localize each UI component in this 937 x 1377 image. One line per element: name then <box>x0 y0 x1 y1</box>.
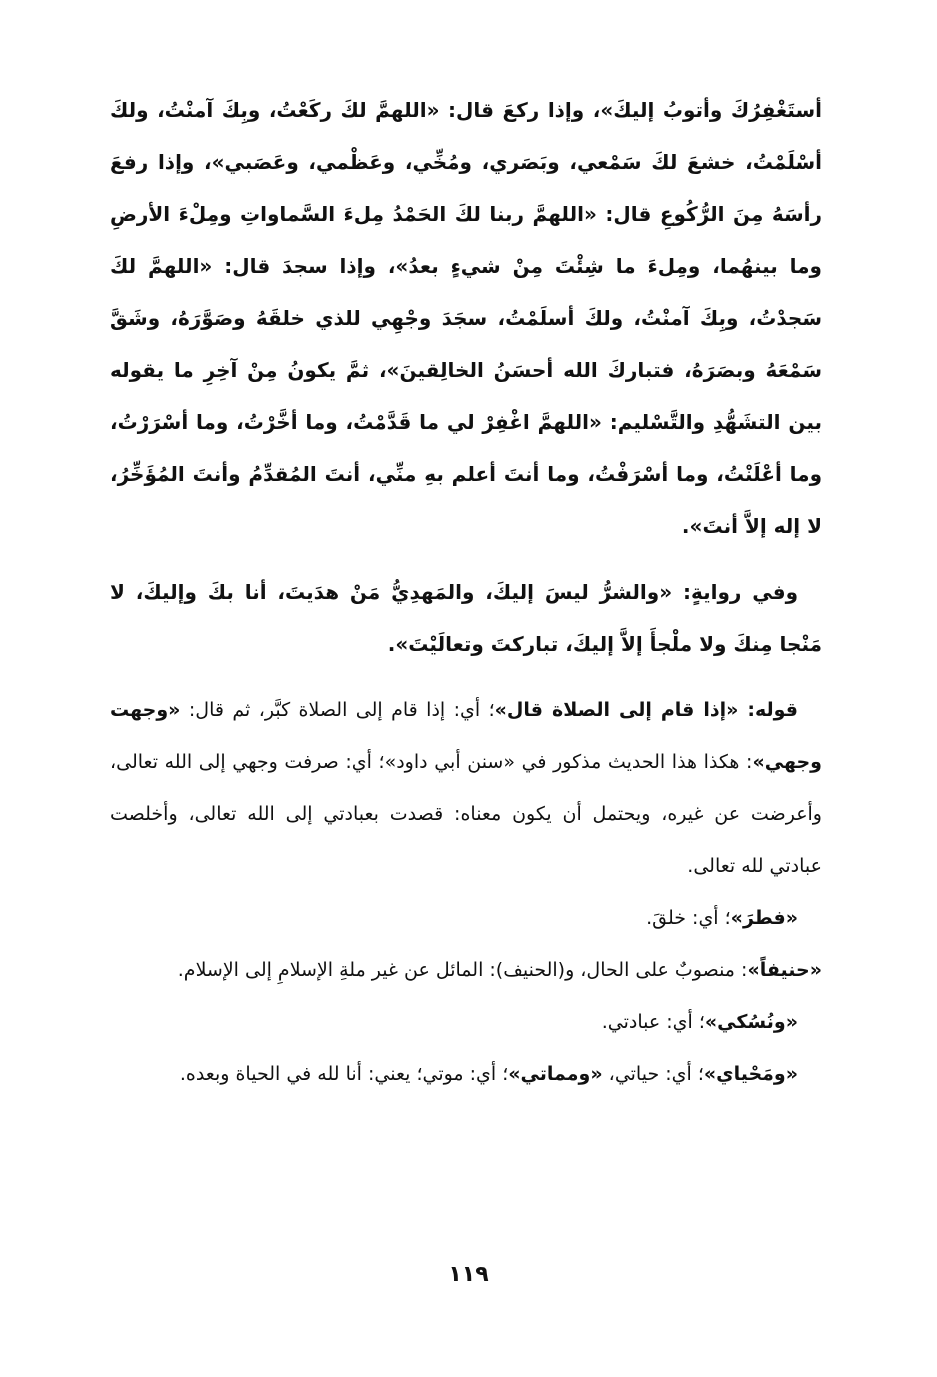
commentary-text: ؛ أي: عبادتي. <box>601 1011 705 1033</box>
page-body <box>110 84 822 1100</box>
commentary-label: «حنيفاً» <box>747 959 822 981</box>
commentary-label: «فطرَ» <box>730 907 798 929</box>
commentary-paragraph-5 <box>110 1048 822 1100</box>
commentary-paragraph-1 <box>110 684 822 892</box>
hadith-paragraph-1: أستَغْفِرُكَ وأتوبُ إليكَ»، وإذا ركعَ قال: «اللهمَّ لكَ ركَعْتُ، وبِكَ آمنْتُ، ولكَ أسْلَمْتُ، خشعَ لكَ سَمْعي، وبَصَري، ومُخِّي، وعَظْمي، وعَصَبي»، وإذا رفعَ رأسَهُ مِنَ الرُّكُوعِ قال: «اللهمَّ ربنا لكَ الحَمْدُ مِلءَ السَّماواتِ ومِلْءَ الأرضِ وما بينهُما، ومِلءَ ما شِئْتَ مِنْ شيءٍ بعدُ»، وإذا سجدَ قال: «اللهمَّ لكَ سَجدْتُ، وبِكَ آمنْتُ، ولكَ أسلَمْتُ، سجَدَ وجْهِي للذي خلقَهُ وصَوَّرَهُ، وشَقَّ سَمْعَهُ وبصَرَهُ، فتباركَ الله أحسَنُ الخالِقينَ»، ثمَّ يكونُ مِنْ آخِرِ ما يقوله بين التشَهُّدِ والتَّسْليم: «اللهمَّ اغْفِرْ لي ما قَدَّمْتُ، وما أخَّرْتُ، وما أسْرَرْتُ، وما أعْلَنْتُ، وما أسْرَفْتُ، وما أنتَ أعلم بهِ منِّي، أنتَ المُقدِّمُ وأنتَ المُؤَخِّرُ، لا إله إلاَّ أنتَ». <box>110 98 822 538</box>
commentary-label: «ومَحْياي» <box>703 1063 798 1085</box>
commentary-text: : هكذا هذا الحديث مذكور في «سنن أبي داود»؛ أي: صرفت وجهي إلى الله تعالى، وأعرضت عن غيره، ويحتمل أن يكون معناه: قصدت بعبادتي إلى الله تعالى، وأخلصت عبادتي لله تعالى. <box>110 751 822 877</box>
page-number: ١١٩ <box>448 1262 489 1287</box>
commentary-paragraph-4 <box>110 996 822 1048</box>
commentary-text: ؛ أي: إذا قام إلى الصلاة كبَّر، ثم قال: <box>180 699 495 721</box>
commentary-text: ؛ أي: خلقَ. <box>646 907 731 929</box>
commentary-paragraph-2 <box>110 892 822 944</box>
commentary-label: «ونُسُكي» <box>704 1011 798 1033</box>
commentary-label: قوله: «إذا قام إلى الصلاة قال» <box>494 699 799 721</box>
hadith-paragraph-2: وفي روايةٍ: «والشرُّ ليسَ إليكَ، والمَهدِيُّ مَنْ هدَيتَ، أنا بكَ وإليكَ، لا مَنْجا مِنكَ ولا ملْجأَ إلاَّ إليكَ، تباركتَ وتعالَيْتَ». <box>110 580 822 656</box>
commentary-text: ؛ أي: موتي؛ يعني: أنا لله في الحياة وبعده. <box>179 1063 509 1085</box>
commentary-paragraph-3 <box>110 944 822 996</box>
commentary-text: : منصوبٌ على الحال، و(الحنيف): المائل عن غير ملةِ الإسلامِ إلى الإسلام. <box>177 959 748 981</box>
commentary-text: ؛ أي: حياتي، <box>602 1063 704 1085</box>
commentary-label: «وجهت وجهي» <box>110 699 822 773</box>
commentary-label: «ومماتي» <box>508 1063 603 1085</box>
